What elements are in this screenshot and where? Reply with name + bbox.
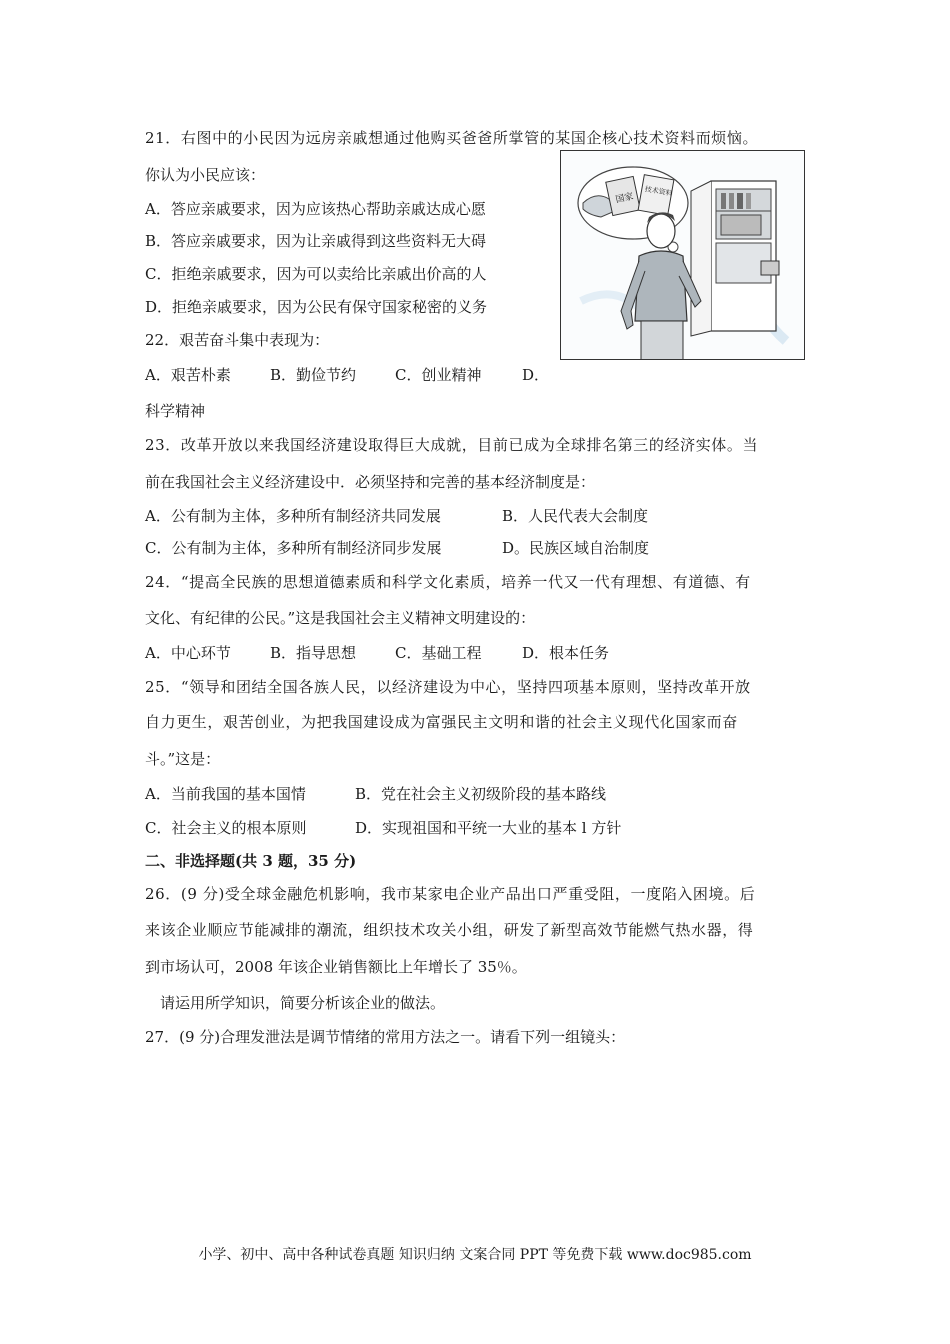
boy-thinking-illustration	[561, 151, 805, 360]
q24-option-d: D．根本任务	[522, 644, 610, 662]
q22-options	[145, 365, 549, 385]
q22-option-b: B．勤俭节约	[270, 366, 357, 384]
q22-stem: 22．艰苦奋斗集中表现为：	[145, 331, 330, 349]
q25-options-row2	[145, 818, 621, 838]
q25-stem-line1: 25．“领导和团结全国各族人民，以经济建设为中心，坚持四项基本原则，坚持改革开放	[145, 678, 751, 696]
q21-stem-line2: 你认为小民应该：	[145, 166, 266, 184]
figure-label-1: 国家	[614, 191, 635, 206]
figure-label-2: 技术资料	[644, 185, 674, 198]
q25-stem-line3: 斗。”这是：	[145, 750, 221, 768]
q26-line2: 来该企业顺应节能减排的潮流，组织技术攻关小组，研发了新型高效节能燃气热水器，得	[145, 921, 754, 939]
q23-stem-line1: 23．改革开放以来我国经济建设取得巨大成就，目前已成为全球排名第三的经济实体。当	[145, 436, 759, 454]
q21-stem-line1: 21．右图中的小民因为远房亲戚想通过他购买爸爸所掌管的某国企核心技术资料而烦恼。	[145, 129, 759, 147]
q21-option-d: D．拒绝亲戚要求，因为公民有保守国家秘密的义务	[145, 298, 488, 316]
q23-options-row1	[145, 506, 648, 526]
page-footer: 小学、初中、高中各种试卷真题 知识归纳 文案合同 PPT 等免费下载 www.doc985.com	[198, 1247, 752, 1263]
q25-options-row1	[145, 784, 606, 804]
q23-stem-line2: 前在我国社会主义经济建设中．必须坚持和完善的基本经济制度是：	[145, 473, 596, 491]
q23-option-d: D。民族区域自治制度	[502, 539, 650, 557]
q21-option-a: A．答应亲戚要求，因为应该热心帮助亲戚达成心愿	[145, 200, 486, 218]
section2-title: 二、非选择题(共 3 题，35 分)	[145, 852, 357, 870]
q22-option-d: D．	[522, 366, 550, 384]
q25-option-c: C．社会主义的根本原则	[145, 819, 307, 837]
q21-illustration	[560, 150, 805, 360]
q25-option-a: A．当前我国的基本国情	[145, 785, 306, 803]
q23-option-a: A．公有制为主体，多种所有制经济共同发展	[145, 507, 441, 525]
q26-line4: 请运用所学知识，简要分析该企业的做法。	[160, 994, 446, 1012]
q24-options	[145, 643, 609, 663]
q25-stem-line2: 自力更生，艰苦创业，为把我国建设成为富强民主文明和谐的社会主义现代化国家而奋	[145, 713, 738, 731]
q24-option-b: B．指导思想	[270, 644, 357, 662]
q23-option-c: C．公有制为主体，多种所有制经济同步发展	[145, 539, 442, 557]
q23-option-b: B．人民代表大会制度	[502, 507, 649, 525]
q24-stem-line1: 24．“提高全民族的思想道德素质和科学文化素质，培养一代又一代有理想、有道德、有	[145, 573, 751, 591]
q24-option-c: C．基础工程	[395, 644, 482, 662]
q24-option-a: A．中心环节	[145, 644, 231, 662]
q21-option-b: B．答应亲戚要求，因为让亲戚得到这些资料无大碍	[145, 232, 487, 250]
q25-option-d: D．实现祖国和平统一大业的基本 l 方针	[355, 819, 622, 837]
q22-continuation: 科学精神	[145, 402, 206, 420]
q22-option-a: A．艰苦朴素	[145, 366, 231, 384]
q24-stem-line2: 文化、有纪律的公民。”这是我国社会主义精神文明建设的：	[145, 609, 536, 627]
q26-line3: 到市场认可，2008 年该企业销售额比上年增长了 35％。	[145, 958, 527, 976]
q23-options-row2	[145, 538, 649, 558]
q25-option-b: B．党在社会主义初级阶段的基本路线	[355, 785, 607, 803]
q21-option-c: C．拒绝亲戚要求，因为可以卖给比亲戚出价高的人	[145, 265, 487, 283]
q27-line1: 27．(9 分)合理发泄法是调节情绪的常用方法之一。请看下列一组镜头：	[145, 1028, 626, 1046]
q26-line1: 26．(9 分)受全球金融危机影响，我市某家电企业产品出口严重受阻，一度陷入困境。后	[145, 885, 756, 903]
q22-option-c: C．创业精神	[395, 366, 482, 384]
